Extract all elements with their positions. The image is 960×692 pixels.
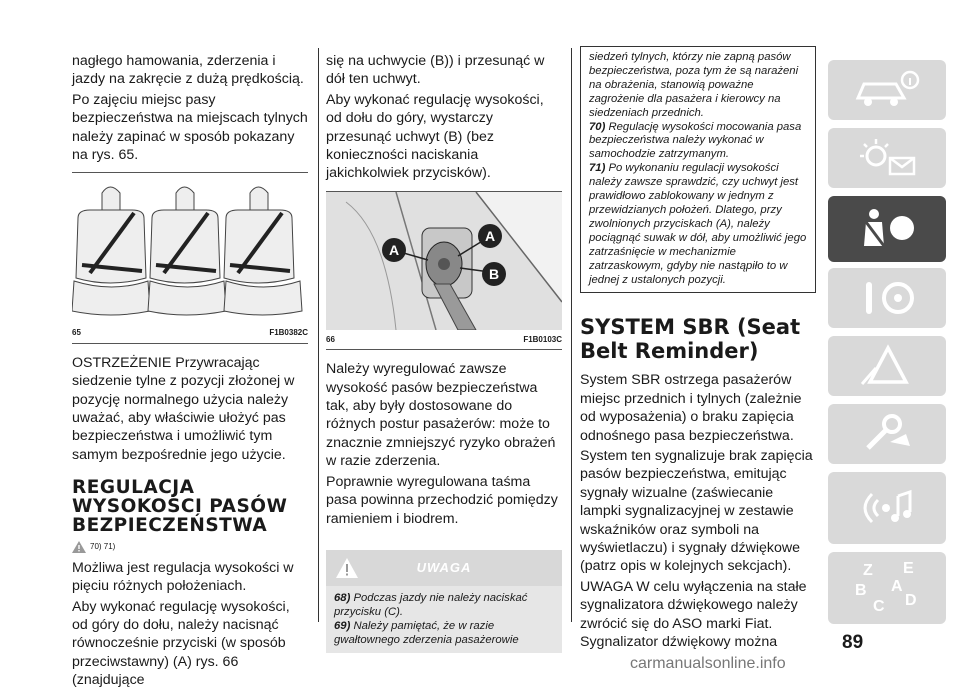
note-number: 71) (589, 162, 606, 175)
paragraph: Aby wykonać regulację wysokości, od góry do dołu, należy nacisnąć równocześnie przyciski (w sposób przeciwstawny) (A) rys. 66 (znajdujące (72, 598, 290, 689)
refs-text: 70) 71) (90, 542, 116, 552)
multimedia-icon (852, 482, 922, 534)
figure-code: F1B0103C (523, 334, 562, 344)
tab-multimedia[interactable] (828, 472, 946, 544)
note-text: Należy pamiętać, że w razie gwałtownego zderzenia pasażerowie (334, 619, 519, 646)
note-number: 68) (334, 591, 351, 604)
note-text: Regulację wysokości mocowania pasa bezpieczeństwa należy wykonać w samochodzie zatrzymanym. (589, 120, 802, 161)
figure-caption (72, 323, 308, 342)
tab-warning-lights[interactable] (828, 128, 946, 188)
note-text: Podczas jazdy nie należy naciskać przycisku (C). (334, 591, 528, 618)
paragraph: nagłego hamowania, zderzenia i jazdy na zakręcie z dużą prędkością. (72, 53, 304, 88)
warning-lights-icon (852, 136, 922, 180)
paragraph: Należy wyregulować zawsze wysokość pasów bezpieczeństwa tak, aby były dostosowane do różnych postur pasażerów: może to znacznie zmniejszyć ryzyko obrażeń w razie zderzenia. (326, 361, 556, 470)
warning-box-body (326, 586, 562, 653)
belt-height-adjuster-illustration (326, 192, 562, 330)
paragraph: System ten sygnalizuje brak zapięcia pasów bezpieczeństwa, emitując sygnały wizualne (zaświecanie lampki sygnalizacyjnej w zestawie wskaźników oraz symboli na wyświetlaczu) i sygnały dźwiękowe (patrz opis w kolejnych sekcjach). (580, 448, 813, 575)
section-heading: REGULACJA WYSOKOŚCI PASÓW BEZPIECZEŃSTWA (72, 477, 288, 537)
column-divider (318, 48, 319, 622)
warning-triangle-icon (72, 541, 86, 553)
key-steering-icon (852, 276, 922, 320)
index-letter: E (903, 560, 914, 577)
figure-number: 66 (326, 334, 335, 344)
section-heading: SYSTEM SBR (Seat Belt Reminder) (580, 315, 801, 364)
paragraph: Poprawnie wyregulowana taśma pasa powinna przechodzić pomiędzy ramieniem i biodrem. (326, 473, 558, 527)
paragraph: System SBR ostrzega pasażerów miejsc przednich i tylnych (zależnie od wyposażenia) o braku zapięcia odnośnego pasa bezpieczeństwa. (580, 372, 802, 444)
paragraph: Aby wykonać regulację wysokości, od dołu do góry, wystarczy przesunąć uchwyt (B) (bez konieczności naciskania jakichkolwiek przycisków). (326, 91, 544, 182)
label-b: B (488, 265, 500, 282)
tab-starting-driving[interactable] (828, 268, 946, 328)
note-number: 70) (589, 120, 606, 133)
index-letters-icon (847, 558, 927, 618)
note-text: Po wykonaniu regulacji wysokości należy zawsze sprawdzić, czy uchwyt jest prawidłowo zablokowany w jednym z przewidzianych położeń. Dlatego, przy zwolnionych przyciskach (A), należy pociągnąć suwak w dół, aby umożliwić jego zatrzaśnięcie w mechanizmie zatrzaskowym, gdyby nie nastąpiło to w jednej z ustalonych pozycji. (589, 162, 807, 286)
figure-66 (326, 191, 562, 350)
watermark: carmanualsonline.info (630, 655, 786, 672)
index-letter: A (891, 578, 903, 595)
warning-continuation-box (580, 46, 816, 293)
warning-box (326, 550, 562, 653)
tab-safety[interactable] (828, 196, 946, 262)
index-letter: B (855, 582, 867, 599)
index-letter: Z (863, 562, 873, 579)
index-letter: D (905, 592, 917, 609)
label-a: A (484, 227, 496, 244)
tab-car-info[interactable] (828, 60, 946, 120)
maintenance-icon (852, 412, 922, 456)
paragraph: UWAGA W celu wyłączenia na stałe sygnalizatora dźwiękowego należy zwrócić się do ASO marki Fiat. Sygnalizator dźwiękowy można (580, 578, 807, 651)
note-number: 69) (334, 619, 351, 632)
car-info-icon (852, 70, 922, 110)
figure-65 (72, 172, 308, 343)
tab-maintenance[interactable] (828, 404, 946, 464)
tab-emergency[interactable] (828, 336, 946, 396)
warning-box-header (326, 550, 562, 586)
note-text: siedzeń tylnych, którzy nie zapną pasów bezpieczeństwa, poza tym że są narażeni na obrażenia, stanowią poważne zagrożenie dla pasażera i kierowcy na siedzeniach przednich. (589, 51, 799, 119)
rear-seats-belts-illustration (72, 173, 308, 323)
figure-caption (326, 330, 562, 349)
tab-index[interactable] (828, 552, 946, 624)
paragraph: Możliwa jest regulacja wysokości w pięciu różnych położeniach. (72, 559, 294, 595)
warning-refs (72, 538, 308, 556)
label-a: A (388, 241, 400, 258)
figure-number: 65 (72, 328, 81, 338)
column-2 (326, 52, 562, 653)
paragraph: Po zajęciu miejsc pasy bezpieczeństwa na miejscach tylnych należy zapinać w sposób pokazany na rys. 65. (72, 91, 308, 164)
paragraph: się na uchwycie (B)) i przesunąć w dół ten uchwyt. (326, 53, 545, 88)
column-3 (580, 46, 816, 654)
column-divider (571, 48, 572, 622)
column-1 (72, 52, 308, 692)
warning-paragraph: OSTRZEŻENIE Przywracając siedzenie tylne z pozycji złożonej w pozycję normalnego użycia należy uważać, aby właściwie ułożyć pas bezpieczeństwa i umożliwić tym samym bezpośrednie jego użycie. (72, 354, 295, 463)
figure-code: F1B0382C (269, 328, 308, 338)
index-letter: C (873, 598, 885, 615)
seatbelt-airbag-icon (852, 206, 922, 252)
roadside-warning-icon (852, 344, 922, 388)
page-number: 89 (842, 632, 864, 653)
warning-box-title: UWAGA (416, 559, 472, 575)
